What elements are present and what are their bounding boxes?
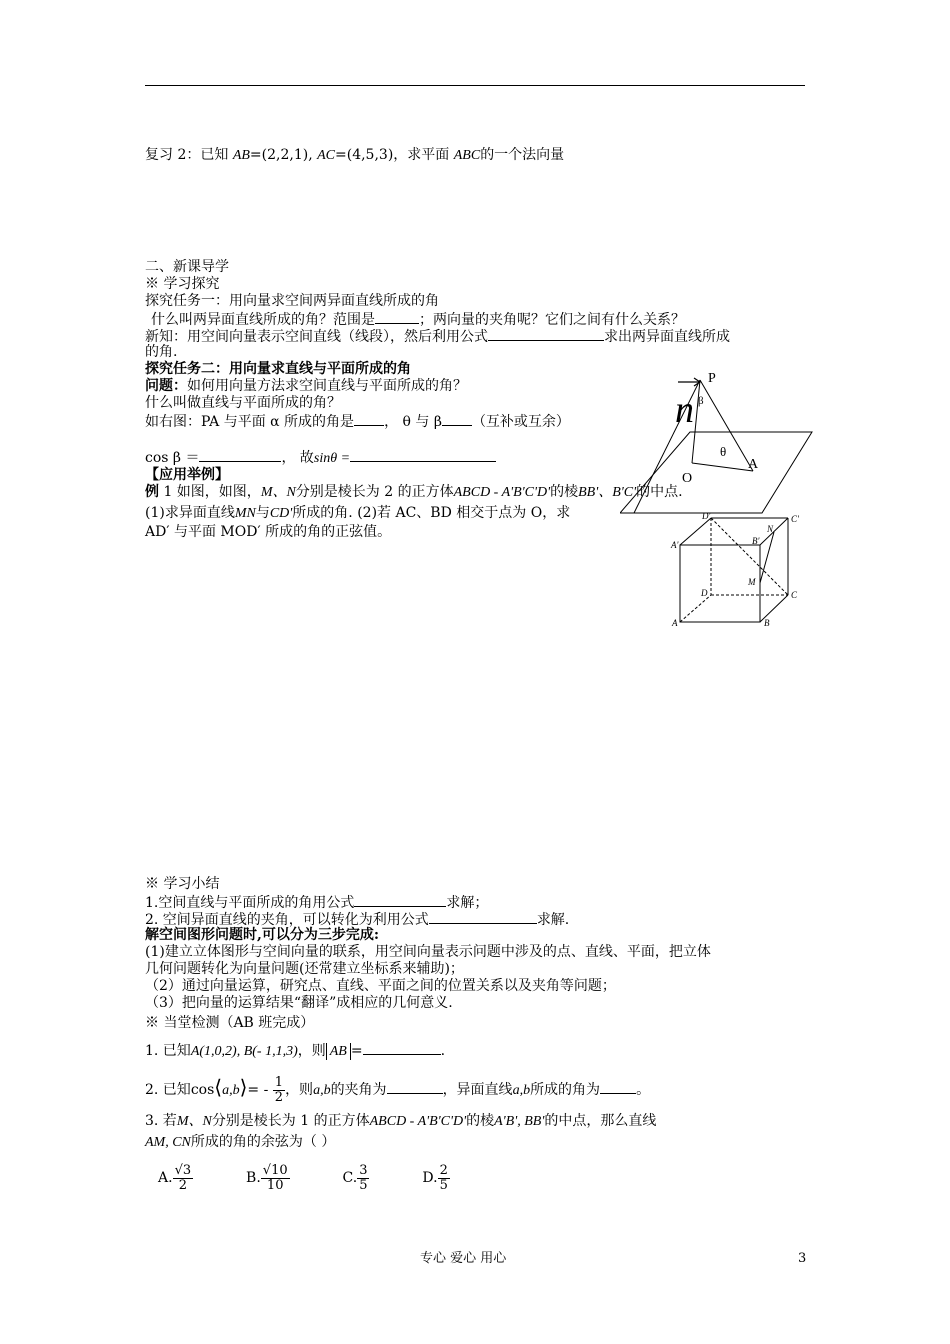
task1-new-line	[145, 327, 730, 346]
task1-new-end: 的角.	[145, 344, 178, 360]
q1-end: .	[440, 1043, 446, 1059]
fig-label-theta: θ	[720, 444, 727, 459]
quiz-q1	[145, 1041, 445, 1060]
q1-equals: =	[350, 1043, 363, 1059]
example1-mn: M、N	[260, 485, 296, 500]
line-oa	[692, 463, 753, 471]
q3-edge-word: 的棱	[466, 1113, 495, 1129]
q2-prefix: 2. 已知	[145, 1082, 191, 1098]
cube-edge	[760, 518, 788, 545]
option-c-num: 3	[359, 1162, 368, 1178]
option-c-fraction	[357, 1164, 369, 1193]
review2-tail: 的一个法向量	[480, 147, 565, 163]
cube-label-d1: D'	[702, 511, 711, 521]
steps-heading: 解空间图形问题时,可以分为三步完成:	[145, 927, 380, 943]
quiz-q3	[145, 1113, 656, 1130]
option-d-label: D.	[422, 1170, 438, 1186]
cube-label-c1: C'	[791, 514, 799, 524]
option-b-den: 10	[266, 1177, 284, 1193]
task1-new-tail: 求出两异面直线所成	[604, 329, 730, 345]
example1-end: 的中点.	[636, 484, 683, 500]
option-d-fraction	[438, 1164, 450, 1193]
fig-label-n: n	[675, 389, 694, 431]
example1-q1-mn: MN	[234, 506, 256, 521]
quiz-q3-options	[158, 1158, 450, 1198]
cube-label-n: N	[767, 524, 774, 534]
q2-blank2	[600, 1080, 636, 1094]
q3-edges: A'B', BB'	[494, 1114, 545, 1129]
sin-label: sinθ =	[313, 451, 351, 466]
fig-label-o: O	[682, 471, 693, 486]
review2-prefix: 复习 2：已知	[145, 147, 229, 163]
summary-line1-tail: 求解；	[446, 895, 489, 911]
page-number: 3	[798, 1251, 807, 1266]
task1-title: 探究任务一：用向量求空间两异面直线所成的角	[145, 293, 439, 309]
option-c[interactable]	[342, 1162, 370, 1193]
cos-label: cos β ＝	[145, 450, 200, 466]
example1-q1-c: 所成的角. (2)若 AC、BD 相交于点为 O，求	[292, 505, 571, 521]
q1-prefix: 1. 已知	[145, 1043, 191, 1059]
q1-vector-ab: AB	[326, 1043, 351, 1060]
example1-q1	[145, 505, 570, 522]
review2-ab-value: =(2,2,1),	[249, 147, 313, 163]
task2-title: 探究任务二：用向量求直线与平面所成的角	[145, 361, 411, 377]
fig-label-beta: β	[698, 395, 704, 407]
step1-b: 几何问题转化为向量问题(还常建立坐标系来辅助)；	[145, 961, 464, 977]
example1-cube: ABCD - A'B'C'D'	[453, 485, 551, 500]
problem-text: 如何用向量方法求空间直线与平面所成的角？	[187, 378, 467, 394]
summary-line2-text: 2. 空间异面直线的夹角，可以转化为利用公式	[145, 912, 429, 928]
example1-text: 分别是棱长为 2 的正方体	[295, 484, 454, 500]
review2-ab: AB	[232, 148, 250, 163]
q3-lines: AM, CN	[145, 1135, 191, 1150]
line-pa	[700, 380, 753, 471]
problem-line	[145, 378, 467, 395]
example1-q1-a: (1)求异面直线	[145, 505, 235, 521]
what-angle: 什么叫做直线与平面所成的角？	[145, 395, 341, 411]
option-c-den: 5	[359, 1177, 368, 1193]
section2-heading: 二、新课导学	[145, 259, 229, 275]
example1-intro: 1 如图，如图，	[159, 484, 261, 500]
summary-blank1	[354, 893, 446, 907]
option-a-label: A.	[158, 1170, 173, 1186]
example1-q1-cd: CD'	[269, 506, 293, 521]
q1-blank	[363, 1041, 441, 1055]
explore-heading: ※ 学习探究	[145, 276, 220, 292]
range-blank	[375, 310, 419, 324]
figure-question-c: （互补或互余）	[471, 414, 570, 430]
q2-vec2: a,b	[512, 1083, 531, 1098]
fig-label-p: P	[708, 371, 716, 386]
summary-heading: ※ 学习小结	[145, 876, 220, 892]
task1-question-text: 什么叫两异面直线所成的角？范围是	[151, 312, 375, 328]
example1-edges: BB'、B'C'	[578, 485, 637, 500]
cube-label-b: B	[764, 618, 770, 628]
apply-heading: 【应用举例】	[145, 467, 229, 483]
q2-skew-angle: 所成的角为	[530, 1082, 601, 1098]
cube-label-c: C	[791, 590, 798, 600]
cos-line	[145, 448, 496, 467]
q3-text: 分别是棱长为 1 的正方体	[211, 1113, 370, 1129]
review2-line	[145, 147, 564, 164]
step1-a: (1)建立立体图形与空间向量的联系，用空间向量表示问题中涉及的点、直线、平面，把立体	[145, 944, 711, 960]
review2-abc: ABC	[453, 148, 481, 163]
q2-fraction	[273, 1076, 285, 1105]
option-b-fraction	[261, 1164, 290, 1193]
option-a-fraction	[173, 1164, 194, 1193]
q3-prefix: 3. 若	[145, 1113, 177, 1129]
option-d-den: 5	[439, 1177, 448, 1193]
option-d[interactable]	[422, 1162, 449, 1193]
fig-label-a: A	[748, 457, 759, 472]
formula-blank	[488, 327, 604, 341]
example1-q2: AD′ 与平面 MOD′ 所成的角的正弦值。	[145, 524, 392, 540]
q1-points: A(1,0,2), B(- 1,1,3)	[190, 1044, 298, 1059]
quiz-q3-line2	[145, 1134, 335, 1151]
review2-ac: AC	[317, 148, 335, 163]
option-c-label: C.	[342, 1170, 358, 1186]
quiz-heading: ※ 当堂检测（AB 班完成）	[145, 1015, 315, 1031]
plane-figure	[620, 360, 820, 520]
q2-blank1	[387, 1080, 443, 1094]
header-rule	[145, 85, 805, 86]
q2-then: ，则	[285, 1082, 314, 1098]
example1-edge-word: 的棱	[550, 484, 579, 500]
cube-edge	[680, 518, 711, 545]
q2-angle-text: 的夹角为	[330, 1082, 387, 1098]
q2-den: 2	[274, 1089, 284, 1105]
quiz-q2: 2. 已知cos⟨a,b⟩= - $\frac{1}{2}$ ，则a,b的夹角为 ，异面直线a,b所成的角为 。	[145, 1074, 651, 1105]
q3-mn: M、N	[176, 1114, 212, 1129]
summary-line1-text: 1.空间直线与平面所成的角用公式	[145, 895, 355, 911]
problem-label: 问题：	[145, 378, 187, 394]
q2-equals: = -	[247, 1082, 269, 1098]
option-a-num: √3	[174, 1162, 192, 1178]
summary-blank2	[429, 910, 537, 924]
q2-vec: a,b	[313, 1083, 331, 1098]
cube-label-m: M	[748, 577, 756, 587]
option-a[interactable]	[158, 1162, 193, 1193]
task1-new-text: 新知：用空间向量表示空间直线（线段），然后利用公式	[145, 329, 488, 345]
plane-alpha	[620, 432, 812, 513]
figure-question-a: 如右图：PA 与平面 α 所成的角是	[145, 414, 355, 430]
q3-cube: ABCD - A'B'C'D'	[369, 1114, 467, 1129]
cube-label-b1: B'	[752, 536, 760, 546]
relation-blank	[442, 412, 472, 426]
cube-hidden-edge	[680, 595, 711, 622]
step2: （2）通过向量运算，研究点、直线、平面之间的位置关系以及夹角等问题；	[145, 978, 616, 994]
summary-line2-tail: 求解.	[536, 912, 570, 928]
option-b[interactable]	[246, 1162, 290, 1193]
review2-suffix: ，求平面	[393, 147, 450, 163]
option-d-num: 2	[439, 1162, 448, 1178]
segment-mn	[760, 532, 774, 583]
option-b-label: B.	[246, 1170, 261, 1186]
figure-question-b: ， θ 与 β	[384, 414, 442, 430]
cube-label-a1: A'	[671, 540, 679, 550]
example1-label: 例	[145, 484, 159, 500]
q2-end: 。	[636, 1082, 651, 1098]
example1-q1-b: 与	[255, 505, 270, 521]
q2-num: 1	[274, 1074, 284, 1090]
review2-ac-value: =(4,5,3)	[335, 147, 394, 163]
q2-skew-text: ，异面直线	[442, 1082, 513, 1098]
figure-question	[145, 412, 570, 431]
q3-tail: 的中点，那么直线	[544, 1113, 657, 1129]
option-b-num: √10	[262, 1162, 288, 1178]
cos-tail: ， 故	[281, 450, 314, 466]
cube-label-a: A	[672, 618, 678, 628]
task1-question-tail: ；两向量的夹角呢？它们之间有什么关系？	[419, 312, 685, 328]
cube-label-d: D	[701, 588, 708, 598]
footer-motto: 专心 爱心 用心	[420, 1251, 507, 1266]
option-a-den: 2	[178, 1177, 187, 1193]
q2-vectors: a,b	[222, 1083, 240, 1098]
cube-figure	[668, 510, 808, 630]
cos-blank	[199, 448, 281, 462]
sin-blank	[350, 448, 496, 462]
q2-cos: cos	[190, 1082, 215, 1098]
step3: （3）把向量的运算结果“翻译”成相应的几何意义.	[145, 995, 453, 1011]
q1-then: ，则	[297, 1043, 326, 1059]
example1-line	[145, 484, 683, 501]
q3-question: 所成的角的余弦为（ ）	[190, 1134, 336, 1150]
angle-blank	[354, 412, 384, 426]
